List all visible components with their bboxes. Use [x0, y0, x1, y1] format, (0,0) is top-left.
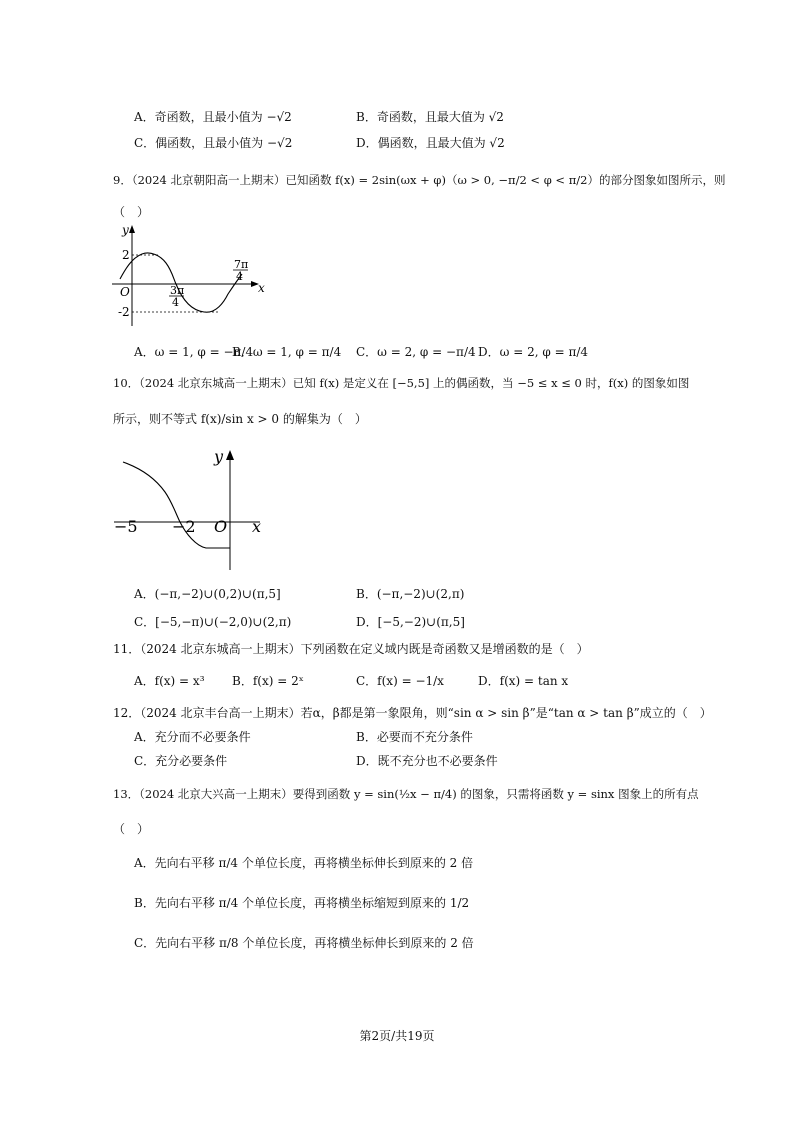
q8-option-d: D．偶函数，且最大值为 √2: [356, 136, 505, 150]
q12-option-b: B．必要而不充分条件: [356, 730, 473, 744]
q9-stem: 9．（2024 北京朝阳高一上期末）已知函数 f(x) = 2sin(ωx + φ)（ω > 0, −π/2 < φ < π/2）的部分图象如图所示，则: [113, 173, 726, 187]
q11-option-b: B．f(x) = 2ˣ: [232, 674, 304, 688]
q10-tick-neg5: −5: [114, 517, 138, 536]
q11-option-d: D．f(x) = tan x: [478, 674, 569, 688]
q10-option-b: B．(−π,−2)∪(2,π): [356, 587, 465, 601]
q10-x-label: x: [252, 517, 262, 536]
q9-sine-graph: [108, 222, 278, 330]
q9-tick-2: 2: [122, 248, 130, 262]
svg-text:4: 4: [236, 270, 243, 283]
q8-option-c: C．偶函数，且最小值为 −√2: [134, 136, 293, 150]
q10-y-label: y: [214, 447, 224, 466]
q10-origin-label: O: [214, 517, 228, 536]
q10-y-axis-arrow: [226, 450, 234, 460]
svg-text:3π: 3π: [170, 284, 185, 297]
page-footer: 第2页/共19页: [359, 1029, 435, 1043]
q9-option-d: D．ω = 2, φ = π/4: [478, 345, 589, 359]
q9-tick-7pi-4: [233, 258, 248, 283]
q13-option-a: A．先向右平移 π/4 个单位长度，再将横坐标伸长到原来的 2 倍: [134, 856, 474, 870]
svg-text:7π: 7π: [234, 258, 249, 271]
q9-origin-label: O: [120, 285, 130, 299]
q9-sine-curve: [120, 253, 242, 312]
q13-option-c: C．先向右平移 π/8 个单位长度，再将横坐标伸长到原来的 2 倍: [134, 936, 474, 950]
q10-stem-line2: 所示，则不等式 f(x)/sin x > 0 的解集为（ ）: [113, 412, 367, 426]
q9-option-c: C．ω = 2, φ = −π/4: [356, 345, 476, 359]
q8-option-b: B．奇函数，且最大值为 √2: [356, 110, 504, 124]
q12-option-d: D．既不充分也不必要条件: [356, 754, 498, 768]
q10-option-d: D．[−5,−2)∪(π,5]: [356, 615, 465, 629]
q9-tick-neg2: -2: [118, 305, 130, 319]
q10-graph: [110, 440, 280, 576]
q9-tick-3pi-4: [169, 284, 184, 309]
q9-option-b: B．ω = 1, φ = π/4: [232, 345, 342, 359]
q10-stem-line1: 10．（2024 北京东城高一上期末）已知 f(x) 是定义在 [−5,5] 上的偶函数，当 −5 ≤ x ≤ 0 时，f(x) 的图象如图: [113, 376, 690, 390]
q11-stem: 11．（2024 北京东城高一上期末）下列函数在定义域内既是奇函数又是增函数的是（ ）: [113, 642, 589, 656]
q9-x-label: x: [258, 281, 265, 295]
q9-y-axis-arrow: [129, 225, 135, 233]
q12-option-a: A．充分而不必要条件: [134, 730, 251, 744]
q9-y-label: y: [122, 223, 129, 237]
q11-option-c: C．f(x) = −1/x: [356, 674, 444, 688]
q8-option-a: A．奇函数，且最小值为 −√2: [134, 110, 292, 124]
q9-answer-blank: （ ）: [113, 205, 150, 219]
q13-option-b: B．先向右平移 π/4 个单位长度，再将横坐标缩短到原来的 1/2: [134, 896, 470, 910]
q13-answer-blank: （ ）: [113, 822, 150, 836]
q10-option-c: C．[−5,−π)∪(−2,0)∪(2,π): [134, 615, 292, 629]
q11-option-a: A．f(x) = x³: [134, 674, 205, 688]
svg-text:4: 4: [172, 296, 179, 309]
q10-tick-neg2: −2: [172, 517, 196, 536]
q13-stem: 13．（2024 北京大兴高一上期末）要得到函数 y = sin(½x − π/4) 的图象，只需将函数 y = sinx 图象上的所有点: [113, 787, 699, 801]
q12-option-c: C．充分必要条件: [134, 754, 228, 768]
q9-option-a: A．ω = 1, φ = −π/4: [134, 345, 254, 359]
q10-option-a: A．(−π,−2)∪(0,2)∪(π,5]: [134, 587, 281, 601]
q12-stem: 12．（2024 北京丰台高一上期末）若α，β都是第一象限角，则“sin α > sin β”是“tan α > tan β”成立的（ ）: [113, 706, 712, 720]
